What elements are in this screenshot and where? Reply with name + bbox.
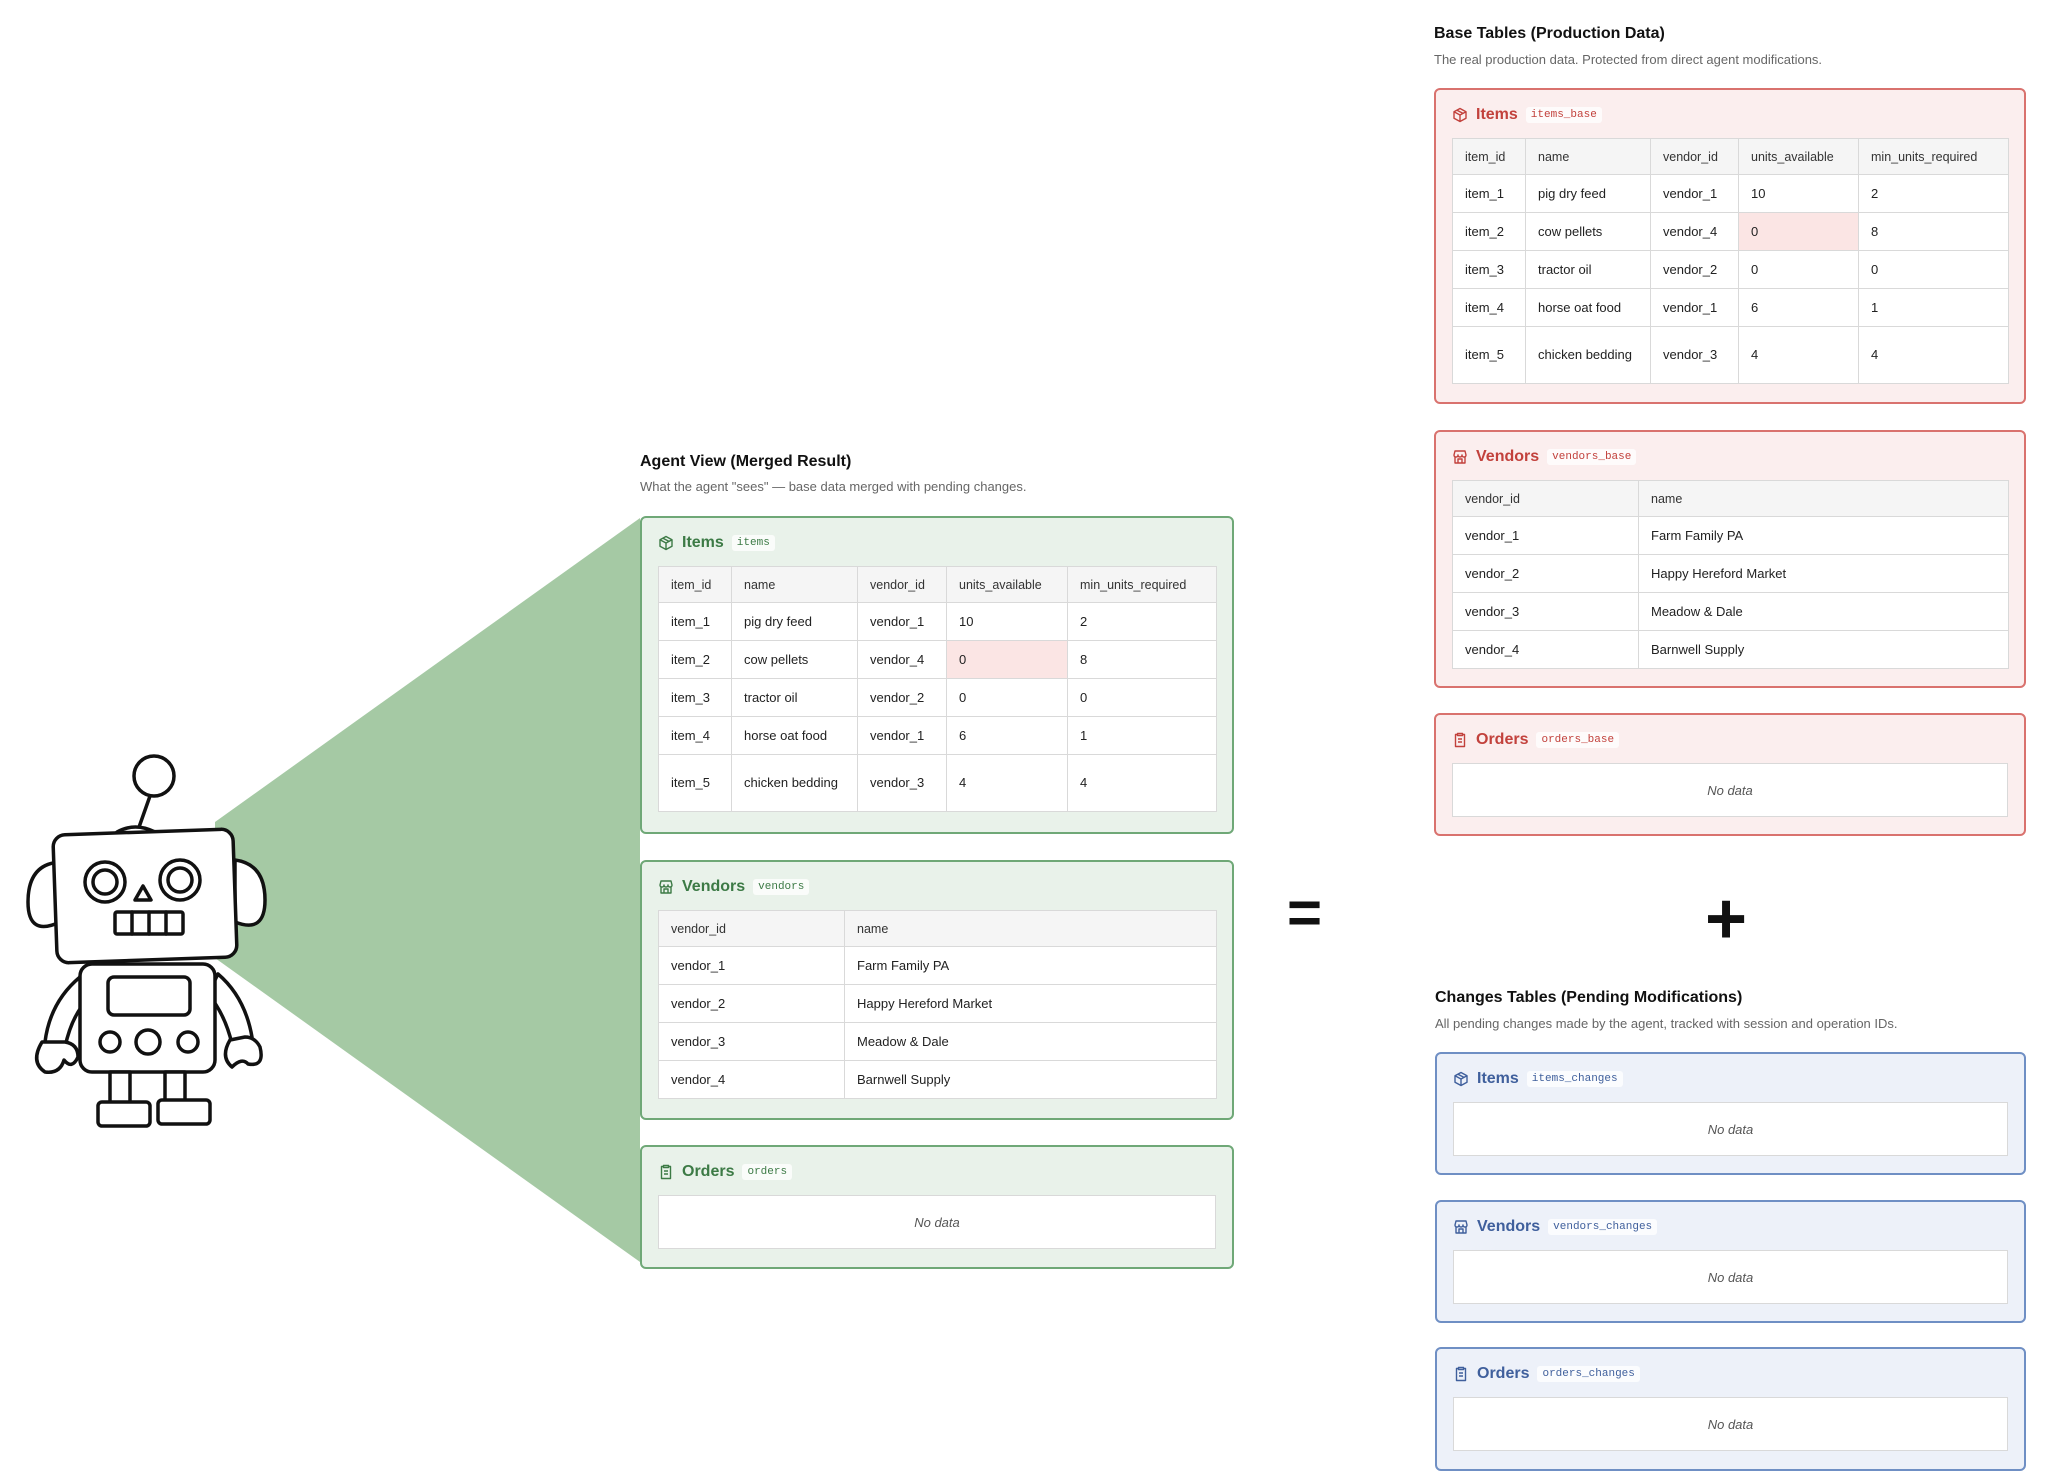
column-header: name: [1526, 139, 1651, 175]
changes-vendors-title: Vendors: [1477, 1218, 1541, 1235]
table-cell: vendor_1: [858, 603, 947, 641]
table-cell: 6: [1739, 289, 1859, 327]
table-row: [659, 1023, 1217, 1061]
changes-vendors-panel: [1435, 1200, 2026, 1323]
highlighted-cell: 0: [1739, 213, 1859, 251]
agent-items-title: Items: [682, 534, 724, 551]
table-row: [1453, 251, 2009, 289]
table-cell: 1: [1859, 289, 2009, 327]
table-cell: tractor oil: [732, 679, 858, 717]
table-row: [1453, 327, 2009, 384]
table-cell: vendor_4: [1453, 631, 1639, 669]
changes-tables-subtitle: All pending changes made by the agent, tracked with session and operation IDs.: [1435, 1016, 1898, 1031]
column-header: name: [732, 567, 858, 603]
column-header: name: [1639, 481, 2009, 517]
agent-view-subtitle: What the agent "sees" — base data merged with pending changes.: [640, 479, 1027, 494]
base-orders-empty: No data: [1452, 763, 2008, 817]
table-cell: vendor_3: [1651, 327, 1739, 384]
table-cell: 0: [1739, 251, 1859, 289]
table-cell: 0: [947, 679, 1068, 717]
table-row: [659, 717, 1217, 755]
table-row: [659, 985, 1217, 1023]
table-row: [659, 641, 1217, 679]
changes-orders-panel: [1435, 1347, 2026, 1471]
table-cell: 2: [1068, 603, 1217, 641]
table-cell: Meadow & Dale: [1639, 593, 2009, 631]
table-cell: vendor_3: [659, 1023, 845, 1061]
base-tables-subtitle: The real production data. Protected from direct agent modifications.: [1434, 52, 1823, 67]
table-cell: 4: [1739, 327, 1859, 384]
table-row: [659, 755, 1217, 812]
column-header: name: [845, 911, 1217, 947]
column-header: min_units_required: [1859, 139, 2009, 175]
changes-vendors-empty: No data: [1453, 1250, 2008, 1304]
changes-tables-title: Changes Tables (Pending Modifications): [1435, 989, 1743, 1006]
column-header: vendor_id: [858, 567, 947, 603]
plus-symbol: +: [1705, 879, 1748, 959]
agent-vendors-panel: [640, 860, 1234, 1120]
cube-icon: [1452, 107, 1468, 123]
agent-orders-empty: No data: [658, 1195, 1216, 1249]
changes-vendors-tag: vendors_changes: [1548, 1219, 1657, 1235]
base-items-title: Items: [1476, 106, 1518, 123]
table-cell: item_4: [1453, 289, 1526, 327]
base-items-panel: [1434, 88, 2026, 404]
table-cell: 8: [1859, 213, 2009, 251]
table-cell: Barnwell Supply: [1639, 631, 2009, 669]
agent-vendors-table: [658, 910, 1217, 1099]
column-header: units_available: [1739, 139, 1859, 175]
table-row: [1453, 517, 2009, 555]
table-cell: vendor_2: [1453, 555, 1639, 593]
changes-orders-empty: No data: [1453, 1397, 2008, 1451]
table-cell: item_4: [659, 717, 732, 755]
base-orders-title: Orders: [1476, 731, 1529, 748]
column-header: item_id: [659, 567, 732, 603]
table-cell: Barnwell Supply: [845, 1061, 1217, 1099]
table-cell: chicken bedding: [732, 755, 858, 812]
table-cell: vendor_3: [858, 755, 947, 812]
cube-icon: [1453, 1071, 1469, 1087]
table-cell: cow pellets: [732, 641, 858, 679]
table-cell: item_5: [1453, 327, 1526, 384]
clipboard-icon: [1453, 1366, 1469, 1382]
clipboard-icon: [658, 1164, 674, 1180]
changes-items-empty: No data: [1453, 1102, 2008, 1156]
table-cell: item_1: [1453, 175, 1526, 213]
table-cell: item_3: [1453, 251, 1526, 289]
column-header: item_id: [1453, 139, 1526, 175]
table-row: [659, 603, 1217, 641]
base-items-tag: items_base: [1526, 107, 1602, 123]
changes-orders-title: Orders: [1477, 1365, 1530, 1382]
column-header: vendor_id: [659, 911, 845, 947]
table-cell: item_1: [659, 603, 732, 641]
table-cell: vendor_2: [858, 679, 947, 717]
table-cell: vendor_1: [858, 717, 947, 755]
table-cell: 8: [1068, 641, 1217, 679]
column-header: min_units_required: [1068, 567, 1217, 603]
table-cell: horse oat food: [732, 717, 858, 755]
table-cell: 10: [1739, 175, 1859, 213]
store-icon: [1453, 1219, 1469, 1235]
column-header: vendor_id: [1651, 139, 1739, 175]
table-cell: vendor_1: [1651, 175, 1739, 213]
base-vendors-table: [1452, 480, 2009, 669]
table-cell: cow pellets: [1526, 213, 1651, 251]
table-cell: vendor_4: [858, 641, 947, 679]
table-cell: vendor_3: [1453, 593, 1639, 631]
table-cell: 0: [1859, 251, 2009, 289]
column-header: vendor_id: [1453, 481, 1639, 517]
table-cell: Happy Hereford Market: [845, 985, 1217, 1023]
cube-icon: [658, 535, 674, 551]
base-vendors-panel: [1434, 430, 2026, 688]
robot-icon: [20, 752, 280, 1132]
clipboard-icon: [1452, 732, 1468, 748]
base-vendors-title: Vendors: [1476, 448, 1540, 465]
base-items-table: [1452, 138, 2009, 384]
table-cell: vendor_4: [659, 1061, 845, 1099]
base-vendors-tag: vendors_base: [1547, 449, 1636, 465]
agent-orders-tag: orders: [742, 1164, 792, 1180]
table-cell: horse oat food: [1526, 289, 1651, 327]
table-cell: vendor_4: [1651, 213, 1739, 251]
base-orders-tag: orders_base: [1536, 732, 1619, 748]
table-row: [659, 1061, 1217, 1099]
base-orders-panel: [1434, 713, 2026, 836]
table-cell: Farm Family PA: [1639, 517, 2009, 555]
table-cell: vendor_1: [1453, 517, 1639, 555]
table-row: [1453, 175, 2009, 213]
table-cell: pig dry feed: [732, 603, 858, 641]
table-cell: 6: [947, 717, 1068, 755]
agent-view-title: Agent View (Merged Result): [640, 453, 852, 470]
agent-items-table: [658, 566, 1217, 812]
table-cell: 4: [1068, 755, 1217, 812]
table-cell: 2: [1859, 175, 2009, 213]
table-cell: Happy Hereford Market: [1639, 555, 2009, 593]
table-cell: item_2: [659, 641, 732, 679]
changes-items-panel: [1435, 1052, 2026, 1175]
table-cell: 0: [1068, 679, 1217, 717]
store-icon: [1452, 449, 1468, 465]
table-cell: vendor_2: [1651, 251, 1739, 289]
table-row: [659, 947, 1217, 985]
agent-items-panel: [640, 516, 1234, 834]
agent-items-tag: items: [732, 535, 775, 551]
table-cell: vendor_1: [1651, 289, 1739, 327]
table-cell: pig dry feed: [1526, 175, 1651, 213]
table-cell: 10: [947, 603, 1068, 641]
column-header: units_available: [947, 567, 1068, 603]
table-cell: 1: [1068, 717, 1217, 755]
table-cell: Farm Family PA: [845, 947, 1217, 985]
base-tables-title: Base Tables (Production Data): [1434, 25, 1665, 42]
highlighted-cell: 0: [947, 641, 1068, 679]
store-icon: [658, 879, 674, 895]
table-cell: Meadow & Dale: [845, 1023, 1217, 1061]
table-row: [1453, 631, 2009, 669]
changes-items-tag: items_changes: [1527, 1071, 1623, 1087]
table-cell: vendor_1: [659, 947, 845, 985]
table-cell: 4: [947, 755, 1068, 812]
table-cell: chicken bedding: [1526, 327, 1651, 384]
table-row: [1453, 593, 2009, 631]
agent-vendors-title: Vendors: [682, 878, 746, 895]
changes-orders-tag: orders_changes: [1537, 1366, 1639, 1382]
table-row: [1453, 555, 2009, 593]
agent-vendors-tag: vendors: [753, 879, 809, 895]
table-cell: vendor_2: [659, 985, 845, 1023]
table-row: [1453, 289, 2009, 327]
table-cell: item_2: [1453, 213, 1526, 251]
equals-symbol: =: [1287, 879, 1323, 946]
changes-items-title: Items: [1477, 1070, 1519, 1087]
table-cell: tractor oil: [1526, 251, 1651, 289]
table-row: [659, 679, 1217, 717]
agent-orders-title: Orders: [682, 1163, 735, 1180]
agent-orders-panel: [640, 1145, 1234, 1269]
table-cell: item_3: [659, 679, 732, 717]
table-cell: 4: [1859, 327, 2009, 384]
table-cell: item_5: [659, 755, 732, 812]
table-row: [1453, 213, 2009, 251]
